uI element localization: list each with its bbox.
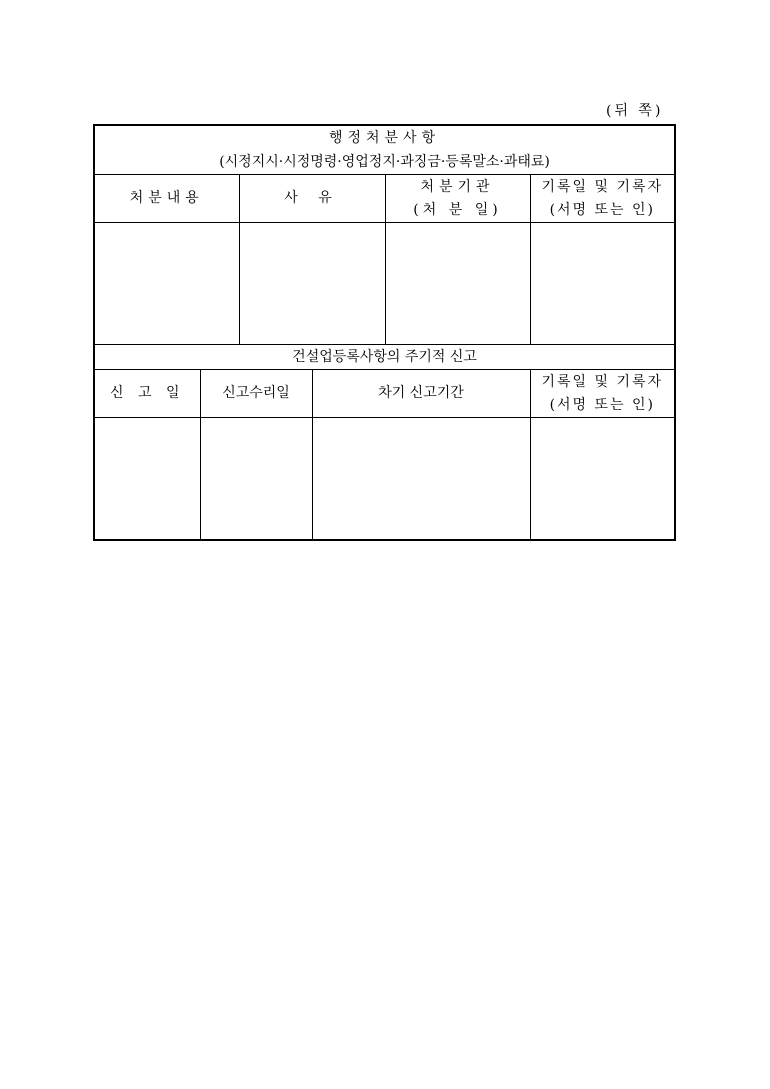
col-next-period-text: 차기 신고기간 [378, 385, 464, 401]
admin-header-row [94, 175, 675, 223]
col-next-period [312, 370, 530, 418]
page-side-label: (뒤 쪽) [606, 103, 664, 119]
report-entry-row [94, 418, 675, 541]
col-record-sign-text: (서명 또는 인) [549, 201, 656, 218]
admin-entry-agency[interactable] [385, 223, 530, 345]
admin-entry-row [94, 223, 675, 345]
administrative-record-form-grid [93, 124, 676, 541]
admin-section-title-block [94, 125, 675, 175]
col-record [530, 175, 675, 223]
report-section-title-block [94, 345, 675, 370]
col-report-record [530, 370, 675, 418]
report-entry-next-period[interactable] [312, 418, 530, 541]
report-header-row [94, 370, 675, 418]
admin-entry-content[interactable] [94, 223, 239, 345]
col-reason-text: 사 유 [284, 190, 340, 206]
col-accept-date-text: 신고수리일 [222, 385, 290, 401]
report-title-text: 건설업등록사항의 주기적 신고 [292, 349, 477, 365]
report-section-header-row [94, 345, 675, 370]
col-disposition-content-text: 처분내용 [129, 190, 204, 206]
col-agency-text: 처분기관 [420, 178, 495, 195]
col-agency-date-text: (처 분 일) [413, 201, 502, 218]
report-entry-accept-date[interactable] [200, 418, 312, 541]
col-report-record-sign-text: (서명 또는 인) [549, 396, 656, 413]
admin-entry-reason[interactable] [239, 223, 385, 345]
col-reason [239, 175, 385, 223]
report-entry-date[interactable] [94, 418, 200, 541]
col-report-date-text: 신 고 일 [110, 385, 185, 401]
admin-subtitle-text: (시정지시·시정명령·영업정지·과징금·등록말소·과태료) [219, 154, 550, 170]
admin-entry-record[interactable] [530, 223, 675, 345]
report-entry-record[interactable] [530, 418, 675, 541]
col-agency [385, 175, 530, 223]
admin-title-text: 행정처분사항 [328, 130, 441, 146]
col-report-date [94, 370, 200, 418]
col-record-text: 기록일 및 기록자 [541, 178, 664, 195]
col-report-record-text: 기록일 및 기록자 [541, 373, 664, 390]
col-disposition-content [94, 175, 239, 223]
col-accept-date [200, 370, 312, 418]
admin-section-header-row [94, 125, 675, 175]
